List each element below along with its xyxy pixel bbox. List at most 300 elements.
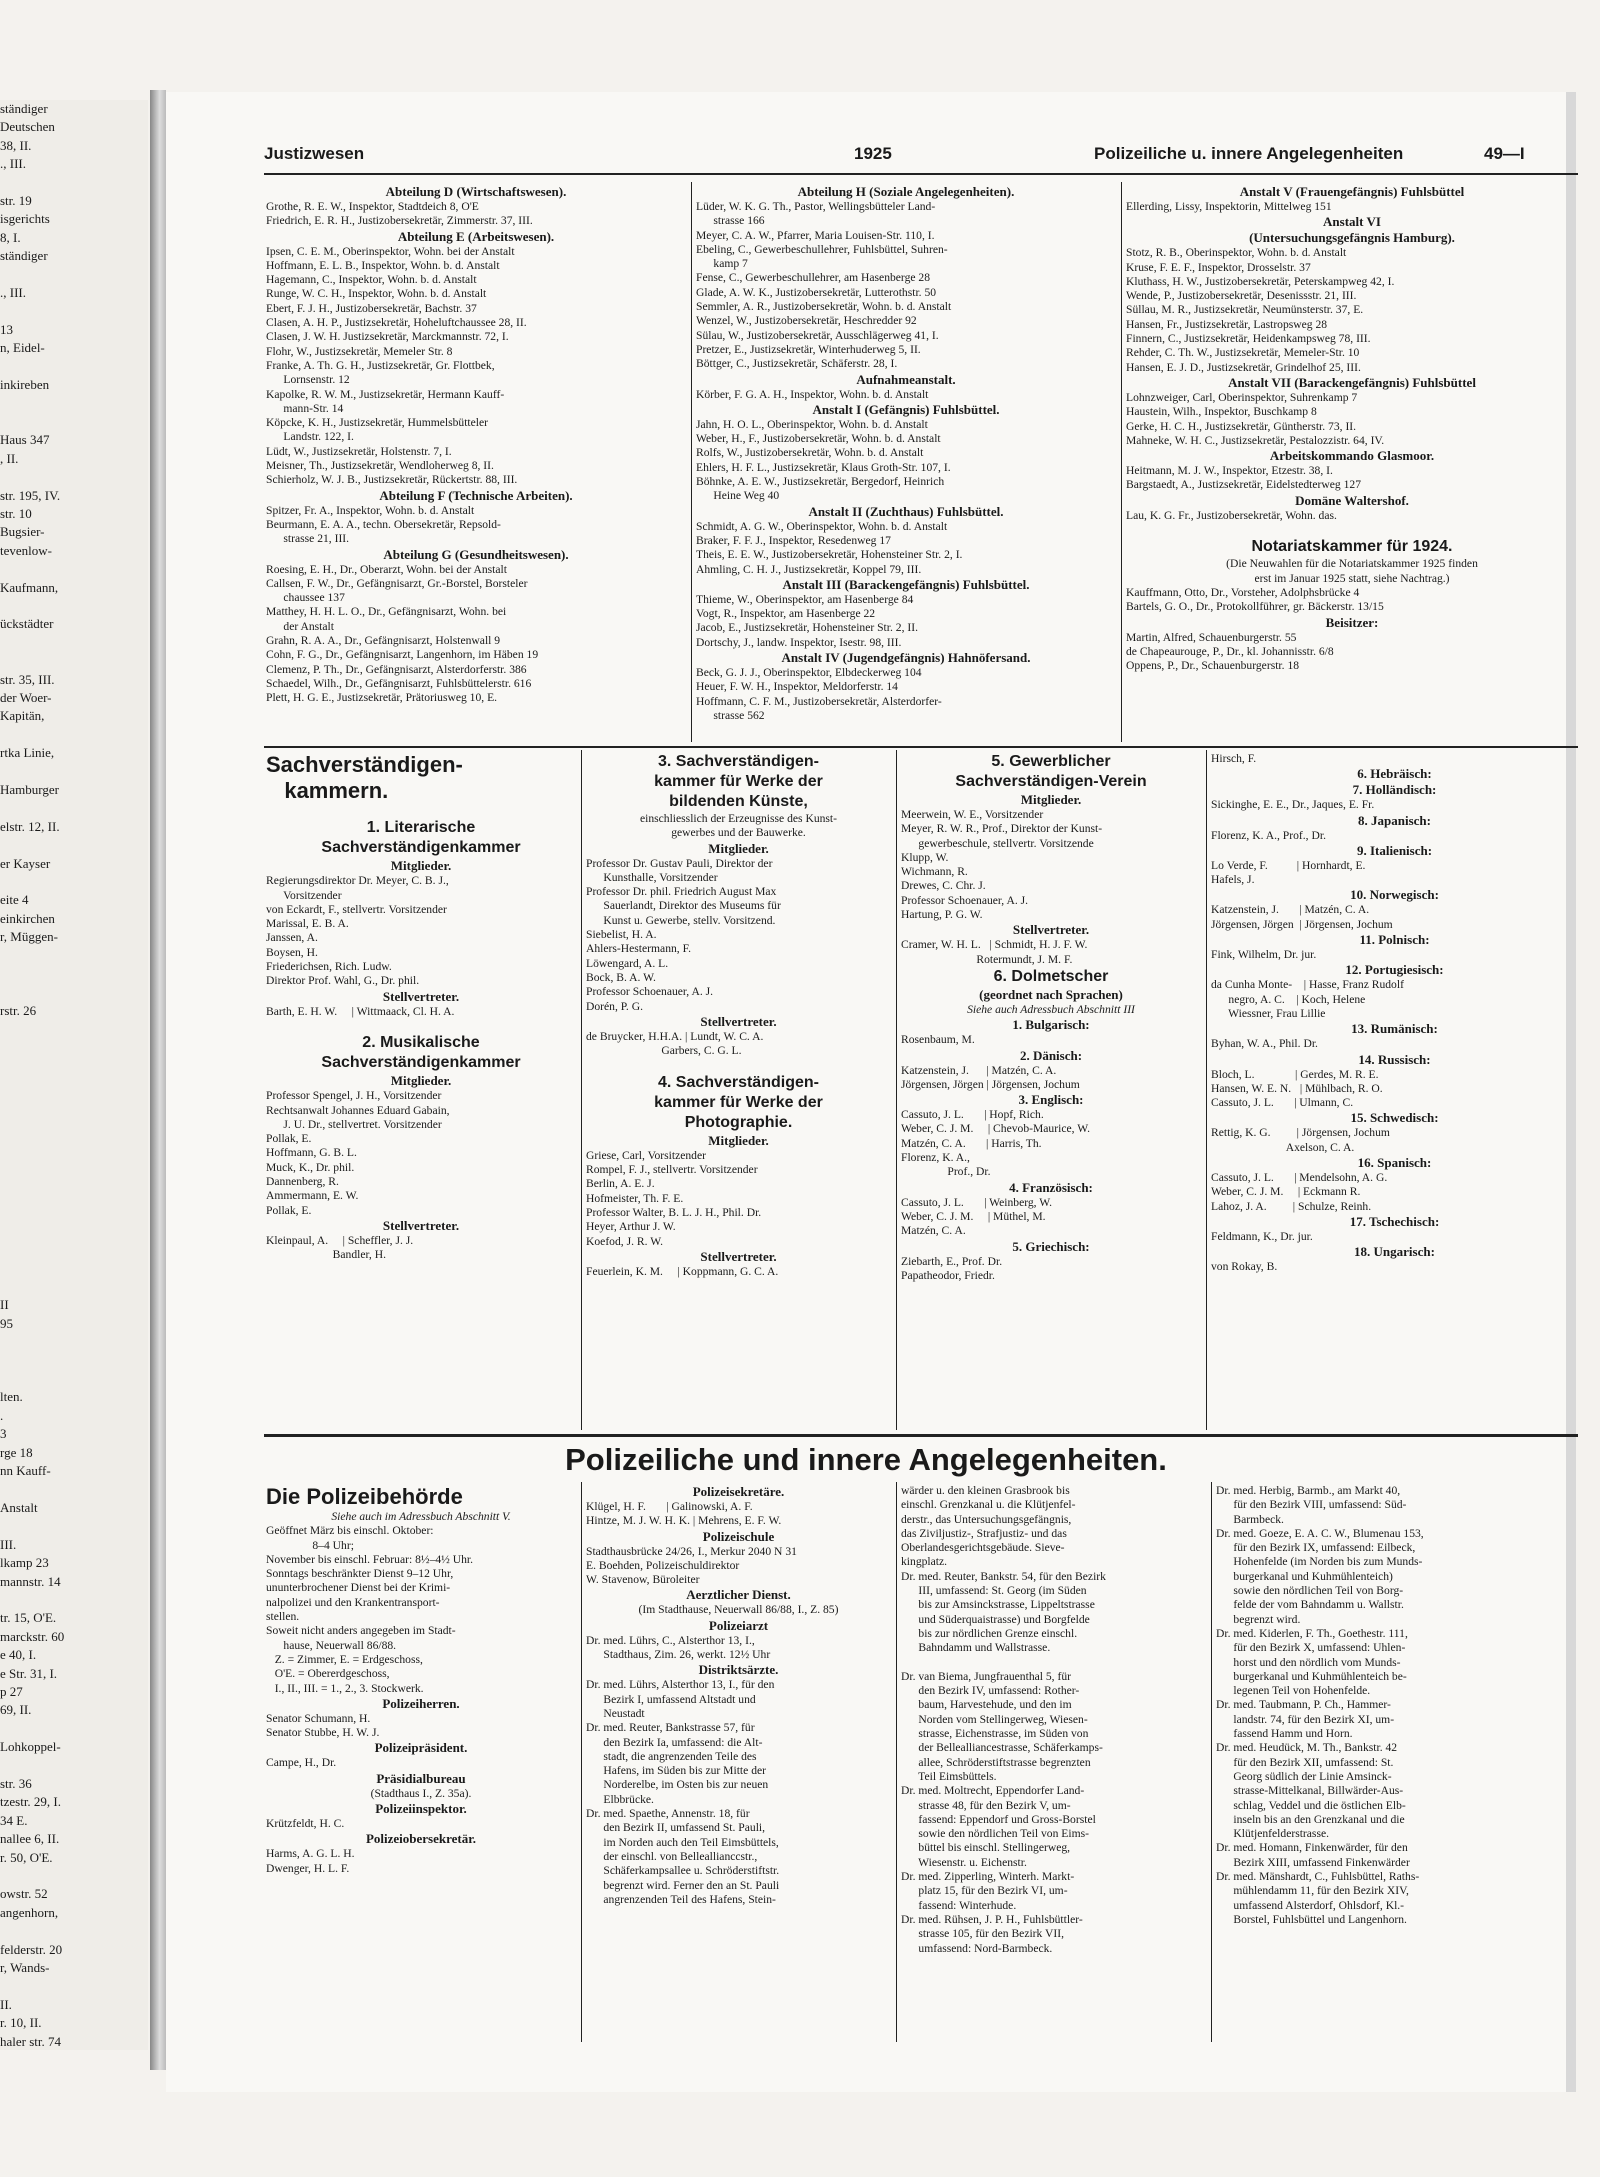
entry-line: Rolfs, W., Justizobersekretär, Wohn. b. d. Anstalt xyxy=(696,446,924,460)
entry-line: Dr. med. Herbig, Barmb., am Markt 40, xyxy=(1216,1484,1401,1497)
entry-line: Hafels, J. xyxy=(1211,873,1255,887)
entry-line: Krützfeldt, H. C. xyxy=(266,1817,345,1831)
entry-line: Dortschy, J., landw. Inspektor, Isestr. 98, III. xyxy=(696,635,902,649)
entry-line: de Chapeaurouge, P., Dr., kl. Johannisstr. 6/8 xyxy=(1126,644,1334,658)
header-page-number: 49—I xyxy=(1484,144,1525,163)
section-heading: 4. Französisch: xyxy=(1009,1179,1093,1195)
section-heading: Aerztlicher Dienst. xyxy=(686,1587,791,1603)
entry-line: de Bruycker, H.H.A. | Lundt, W. C. A. xyxy=(586,1029,764,1043)
entry-line: Klupp, W. xyxy=(901,850,949,864)
left-strip-fragment: 8, I. xyxy=(0,229,21,245)
entry-line: Schaedel, Wilh., Dr., Gefängnisarzt, Fuhlsbüttelerstr. 616 xyxy=(266,676,532,690)
running-header xyxy=(264,144,1578,170)
left-strip-fragment xyxy=(0,947,148,965)
entry-line: Dr. med. Moltrecht, Eppendorfer Land- xyxy=(901,1784,1085,1798)
entry-line: Lo Verde, F. | Hornhardt, E. xyxy=(1211,858,1366,872)
entry-line: Sülau, W., Justizobersekretär, Ausschlägerweg 41, I. xyxy=(696,328,939,342)
left-strip-fragment: rge 18 xyxy=(0,1444,33,1460)
section-heading: 18. Ungarisch: xyxy=(1354,1244,1435,1260)
entry-line: Hafens, im Süden bis zur Mitte der xyxy=(586,1764,766,1778)
entry-line: Janssen, A. xyxy=(266,931,318,945)
left-strip-fragment: isgerichts xyxy=(0,211,50,227)
entry-line: Meerwein, W. E., Vorsitzender xyxy=(901,808,1044,821)
entry-line: Rompel, F. J., stellvertr. Vorsitzender xyxy=(586,1163,758,1177)
entry-line: Sickinghe, E. E., Dr., Jaques, E. Fr. xyxy=(1211,798,1375,812)
left-strip-fragment xyxy=(0,1977,148,1995)
left-strip-fragment xyxy=(0,763,148,781)
entry-line: Vogt, R., Inspektor, am Hasenberge 22 xyxy=(696,607,876,621)
entry-line: Regierungsdirektor Dr. Meyer, C. B. J., xyxy=(266,874,449,888)
section-heading: 5. Gewerblicher xyxy=(991,753,1111,770)
entry-line: Kapolke, R. W. M., Justizsekretär, Hermann Kauff- xyxy=(266,387,505,401)
entry-line: Lüder, W. K. G. Th., Pastor, Wellingsbütteler Land- xyxy=(696,200,936,213)
left-strip-fragment xyxy=(0,1241,148,1259)
entry-line: Ehlers, H. F. L., Justizsekretär, Klaus Groth-Str. 107, I. xyxy=(696,460,951,474)
left-strip-fragment: eite 4 xyxy=(0,892,29,908)
section-heading: 5. Griechisch: xyxy=(1012,1238,1090,1254)
left-strip-fragment: rstr. 26 xyxy=(0,1002,37,1018)
left-strip-fragment: p 27 xyxy=(0,1683,23,1699)
entry-line: Norderelbe, im Osten bis zur neuen xyxy=(586,1778,769,1792)
left-strip-fragment xyxy=(0,1260,148,1278)
entry-line: Weber, C. J. M. | Müthel, M. xyxy=(901,1209,1046,1223)
section-heading: Sachverständigen-Verein xyxy=(955,773,1147,790)
entry-line: Stotz, R. B., Oberinspektor, Wohn. b. d. Anstalt xyxy=(1126,246,1347,260)
entry-line: Rosenbaum, M. xyxy=(901,1033,975,1047)
entry-line: Professor Schoenauer, A. J. xyxy=(901,893,1029,907)
entry-line: Hoffmann, C. F. M., Justizobersekretär, Alsterdorfer- xyxy=(696,694,942,708)
entry-line: Cohn, F. G., Dr., Gefängnisarzt, Langenhorn, im Häben 19 xyxy=(266,648,539,662)
entry-line: Garbers, C. G. L. xyxy=(586,1044,742,1058)
entry-line: Feuerlein, K. M. | Koppmann, G. C. A. xyxy=(586,1264,779,1278)
left-strip-fragment: nn Kauff- xyxy=(0,1463,51,1479)
section-heading: Notariatskammer für 1924. xyxy=(1251,538,1453,556)
left-strip-fragment xyxy=(0,1922,148,1940)
book-gutter xyxy=(150,90,166,2070)
section-heading: Abteilung D (Wirtschaftswesen). xyxy=(385,184,567,199)
entry-line: negro, A. C. | Koch, Helene xyxy=(1211,992,1366,1006)
entry-line: Hirsch, F. xyxy=(1211,752,1257,765)
entry-line: Köpcke, K. H., Justizsekretär, Hummelsbütteler xyxy=(266,416,489,430)
entry-line: Haustein, Wilh., Inspektor, Buschkamp 8 xyxy=(1126,405,1317,419)
entry-line: Thieme, W., Oberinspektor, am Hasenberge 84 xyxy=(696,592,914,606)
section-heading: (Untersuchungsgefängnis Hamburg). xyxy=(1249,230,1455,246)
entry-line: Mahneke, W. H. C., Justizsekretär, Pestalozzistr. 64, IV. xyxy=(1126,433,1385,447)
left-strip-fragment: er Kayser xyxy=(0,855,51,871)
left-strip-fragment xyxy=(0,836,148,854)
entry-line: Hoffmann, G. B. L. xyxy=(266,1146,357,1160)
entry-line: Bandler, H. xyxy=(266,1248,386,1262)
section-heading: Die Polizeibehörde xyxy=(266,1484,463,1509)
entry-line: Vorsitzender xyxy=(266,888,342,902)
entry-line: Dr. med. Kiderlen, F. Th., Goethestr. 111, xyxy=(1216,1626,1408,1640)
section-heading: 7. Holländisch: xyxy=(1352,782,1437,798)
entry-line: Rotermundt, J. M. F. xyxy=(901,952,1073,966)
entry-line: stellen. xyxy=(266,1610,300,1624)
entry-line: Callsen, F. W., Dr., Gefängnisarzt, Gr.-Borstel, Borsteler xyxy=(266,576,528,590)
left-strip-fragment: str. 10 xyxy=(0,505,32,521)
section-heading: Polizeiobersekretär. xyxy=(365,1831,477,1847)
section-heading: Präsidialbureau xyxy=(376,1770,466,1786)
entry-line: Beck, G. J. J., Oberinspektor, Elbdeckerweg 104 xyxy=(696,666,922,680)
entry-line: strasse 48, für den Bezirk V, um- xyxy=(901,1798,1071,1812)
column-justice-3 xyxy=(1126,184,1578,673)
entry-line: Bargstaedt, A., Justizsekretär, Eidelstedterweg 127 xyxy=(1126,478,1361,492)
entry-line: Dr. med. Taubmann, P. Ch., Hammer- xyxy=(1216,1698,1391,1712)
entry-line: Katzenstein, J. | Matzén, C. A. xyxy=(1211,903,1370,917)
header-rule xyxy=(264,173,1578,175)
entry-line: Hagemann, C., Inspektor, Wohn. b. d. Anstalt xyxy=(266,273,477,287)
column-rule xyxy=(581,750,582,1430)
section-heading: Polizeisekretäre. xyxy=(692,1484,785,1499)
column-experts-3 xyxy=(901,752,1201,1283)
entry-line: strasse, Eichenstrasse, im Süden von xyxy=(901,1727,1089,1741)
left-strip-fragment: einkirchen xyxy=(0,910,55,926)
entry-line: Lahoz, J. A. | Schulze, Reinh. xyxy=(1211,1199,1372,1213)
entry-line: Heuer, F. W. H., Inspektor, Meldorferstr. 14 xyxy=(696,680,898,694)
section-heading: Stellvertreter. xyxy=(700,1013,777,1029)
section-heading: Stellvertreter. xyxy=(1012,922,1090,938)
entry-line: umfassend Alsterdorf, Ohlsdorf, Kl.- xyxy=(1216,1898,1405,1912)
entry-line: Hoffmann, E. L. B., Inspektor, Wohn. b. d. Anstalt xyxy=(266,258,500,272)
entry-line: chaussee 137 xyxy=(266,591,345,605)
entry-line: Florenz, K. A., xyxy=(901,1151,970,1165)
entry-line: für den Bezirk IX, umfassend: Eilbeck, xyxy=(1216,1541,1416,1555)
entry-line: 8–4 Uhr; xyxy=(266,1538,354,1552)
left-strip-fragment: ., III. xyxy=(0,156,26,172)
left-strip-fragment: elstr. 12, II. xyxy=(0,818,60,834)
entry-line: Bahndamm und Wallstrasse. xyxy=(901,1641,1051,1655)
entry-line xyxy=(1126,523,1578,537)
entry-line: E. Boehden, Polizeischuldirektor xyxy=(586,1558,740,1572)
left-strip-fragment xyxy=(0,873,148,891)
left-strip-fragment xyxy=(0,1333,148,1351)
section-heading: Polizeischule xyxy=(702,1528,775,1544)
entry-line: strasse 21, III. xyxy=(266,532,350,546)
entry-line: Wiesenstr. u. Eichenstr. xyxy=(901,1855,1027,1869)
entry-line: Matzén, C. A. | Harris, Th. xyxy=(901,1136,1042,1150)
entry-line: burgerkanal und Kuhmühlenteich) xyxy=(1216,1569,1393,1583)
entry-line: Wende, P., Justizobersekretär, Desenissstr. 21, III. xyxy=(1126,289,1357,303)
left-strip-fragment: . xyxy=(0,1407,4,1423)
entry-line: legenen Teil von Hohenfelde. xyxy=(1216,1684,1371,1698)
entry-line: Feldmann, K., Dr. jur. xyxy=(1211,1229,1313,1243)
entry-line: Professor Walter, B. L. J. H., Phil. Dr. xyxy=(586,1205,762,1219)
entry-line: Böhnke, A. E. W., Justizsekretär, Bergedorf, Heinrich xyxy=(696,475,945,489)
entry-line: Theis, E. E. W., Justizobersekretär, Hohensteiner Str. 2, I. xyxy=(696,548,963,562)
entry-line: Muck, K., Dr. phil. xyxy=(266,1160,355,1174)
left-strip-fragment xyxy=(0,1352,148,1370)
entry-line: gewerbeschule, stellvertr. Vorsitzende xyxy=(901,836,1094,850)
section-heading: Stellvertreter. xyxy=(382,988,460,1004)
entry-line: Kunsthalle, Vorsitzender xyxy=(586,870,718,884)
left-strip-fragment xyxy=(0,1480,148,1498)
column-justice-2 xyxy=(696,184,1116,723)
section-heading: Mitglieder. xyxy=(708,1132,769,1148)
section-heading: 11. Polnisch: xyxy=(1359,932,1430,948)
left-strip-fragment: n, Eidel- xyxy=(0,340,45,356)
section-heading: Mitglieder. xyxy=(708,840,769,856)
entry-line: Pollak, E. xyxy=(266,1132,312,1146)
left-strip-fragment: r. 10, II. xyxy=(0,2015,42,2031)
entry-line: Kauffmann, Otto, Dr., Vorsteher, Adolphsbrücke 4 xyxy=(1126,585,1360,599)
entry-line: Kleinpaul, A. | Scheffler, J. J. xyxy=(266,1233,414,1247)
left-strip-fragment: II. xyxy=(0,1996,12,2012)
entry-line: Siehe auch im Adressbuch Abschnitt V. xyxy=(331,1510,511,1523)
left-strip-fragment: tr. 15, O'E. xyxy=(0,1610,57,1626)
section-heading: 6. Hebräisch: xyxy=(1357,766,1432,782)
entry-line: Spitzer, Fr. A., Inspektor, Wohn. b. d. Anstalt xyxy=(266,503,475,517)
column-rule xyxy=(691,182,692,742)
entry-line: kamp 7 xyxy=(696,257,748,271)
left-strip-fragment: angenhorn, xyxy=(0,1904,59,1920)
left-page-strip xyxy=(0,100,148,2050)
section-heading: kammern. xyxy=(266,778,389,803)
left-strip-fragment xyxy=(0,1057,148,1075)
entry-line: hause, Neuerwall 86/88. xyxy=(266,1638,397,1652)
entry-line: mann-Str. 14 xyxy=(266,401,344,415)
entry-line: O'E. = Obererdgeschoss, xyxy=(266,1667,390,1681)
left-strip-fragment: r, Müggen- xyxy=(0,929,58,945)
left-strip-fragment xyxy=(0,652,148,670)
entry-line: bis zur Amsinckstrasse, Lippeltstrasse xyxy=(901,1598,1095,1612)
entry-line: strasse-Mittelkanal, Billwärder-Aus- xyxy=(1216,1784,1404,1798)
left-strip-fragment: Haus 347 xyxy=(0,432,50,448)
left-strip-fragment xyxy=(0,266,148,284)
section-heading: bildenden Künste, xyxy=(669,793,808,810)
left-strip-fragment xyxy=(0,634,148,652)
entry-line: Meyer, R. W. R., Prof., Direktor der Kunst- xyxy=(901,822,1103,836)
entry-line: Florenz, K. A., Prof., Dr. xyxy=(1211,828,1326,842)
entry-line: landstr. 74, für den Bezirk XI, um- xyxy=(1216,1712,1395,1726)
left-strip-fragment xyxy=(0,1204,148,1222)
entry-line xyxy=(266,1019,576,1033)
left-strip-fragment: marckstr. 60 xyxy=(0,1628,65,1644)
left-strip-fragment: 69, II. xyxy=(0,1702,32,1718)
entry-line: den Bezirk IV, umfassend: Rother- xyxy=(901,1684,1080,1698)
entry-line: W. Stavenow, Büroleiter xyxy=(586,1573,700,1587)
section-heading: 6. Dolmetscher xyxy=(993,967,1109,985)
left-strip-fragment: 95 xyxy=(0,1315,13,1331)
entry-line: begrenzt wird. Ferner den an St. Pauli xyxy=(586,1878,780,1892)
left-strip-fragment: inkireben xyxy=(0,377,50,393)
entry-line: Matthey, H. H. L. O., Dr., Gefängnisarzt, Wohn. bei xyxy=(266,605,507,619)
section-heading: Polizeipräsident. xyxy=(374,1740,468,1756)
left-strip-fragment: haler str. 74 xyxy=(0,2033,62,2049)
entry-line: Geöffnet März bis einschl. Oktober: xyxy=(266,1524,434,1538)
entry-line: Hansen, Fr., Justizsekretär, Lastropsweg 28 xyxy=(1126,317,1328,331)
left-strip-fragment: r. 50, O'E. xyxy=(0,1849,53,1865)
entry-line: Finnern, C., Justizsekretär, Heidenkampsweg 78, III. xyxy=(1126,332,1371,346)
section-heading: Sachverständigenkammer xyxy=(321,839,521,857)
entry-line: da Cunha Monte- | Hasse, Franz Rudolf xyxy=(1211,978,1404,992)
left-strip-fragment: ückstädter xyxy=(0,616,54,632)
entry-line: inseln bis an den Grenzkanal und die xyxy=(1216,1812,1405,1826)
left-strip-fragment: , II. xyxy=(0,450,19,466)
entry-line: der Anstalt xyxy=(266,619,334,633)
entry-line: mühlendamm 11, für den Bezirk XIV, xyxy=(1216,1884,1409,1898)
entry-line: Dr. med. Reuter, Bankstr. 54, für den Bezirk xyxy=(901,1569,1106,1583)
entry-line: horst und den nördlich vom Munds- xyxy=(1216,1655,1401,1669)
section-heading: 13. Rumänisch: xyxy=(1351,1021,1438,1037)
section-heading: Mitglieder. xyxy=(390,1073,452,1089)
entry-line: Meyer, C. A. W., Pfarrer, Maria Louisen-Str. 110, I. xyxy=(696,228,935,242)
entry-line: Oberlandesgerichtsgebäude. Sieve- xyxy=(901,1541,1065,1555)
section-heading: Anstalt V (Frauengefängnis) Fuhlsbüttel xyxy=(1239,184,1465,199)
entry-line: Siebelist, H. A. xyxy=(586,928,657,942)
left-strip-fragment: str. 19 xyxy=(0,193,32,209)
left-strip-fragment xyxy=(0,1757,148,1775)
entry-line: ununterbrochener Dienst bei der Krimi- xyxy=(266,1581,451,1595)
entry-line: felde der vom Bahndamm u. Wallstr. xyxy=(1216,1598,1404,1612)
entry-line: Hofmeister, Th. F. E. xyxy=(586,1191,684,1205)
entry-line: Schäferkampsallee u. Schröderstiftstr. xyxy=(586,1864,780,1878)
entry-line: November bis einschl. Februar: 8½–4½ Uhr. xyxy=(266,1552,474,1566)
left-strip-fragment xyxy=(0,468,148,486)
left-strip-fragment xyxy=(0,1186,148,1204)
entry-line: Stadthausbrücke 24/26, I., Merkur 2040 N 31 xyxy=(586,1544,797,1558)
section-heading: kammer für Werke der xyxy=(654,773,823,790)
entry-line: Ziebarth, E., Prof. Dr. xyxy=(901,1254,1003,1268)
left-strip-fragment: Hamburger xyxy=(0,782,59,798)
entry-line: Braker, F. F. J., Inspektor, Resedenweg 17 xyxy=(696,533,891,547)
entry-line xyxy=(901,1656,1206,1670)
entry-line: Matzén, C. A. xyxy=(901,1224,966,1238)
entry-line: Koefod, J. R. W. xyxy=(586,1234,663,1248)
entry-line: fassend: Eppendorf und Gross-Borstel xyxy=(901,1812,1096,1826)
entry-line: für den Bezirk VIII, umfassend: Süd- xyxy=(1216,1498,1407,1512)
entry-line: Fense, C., Gewerbeschullehrer, am Hasenberge 28 xyxy=(696,271,931,285)
entry-line: Dr. med. Mänshardt, C., Fuhlsbüttel, Raths- xyxy=(1216,1870,1420,1884)
entry-line: Dr. van Biema, Jungfrauenthal 5, für xyxy=(901,1669,1071,1683)
left-strip-fragment: felderstr. 20 xyxy=(0,1941,63,1957)
left-strip-fragment: str. 36 xyxy=(0,1775,32,1791)
left-strip-fragment xyxy=(0,799,148,817)
column-rule xyxy=(1206,750,1207,1430)
entry-line: Roesing, E. H., Dr., Oberarzt, Wohn. bei der Anstalt xyxy=(266,562,507,576)
left-strip-fragment xyxy=(0,174,148,192)
entry-line: nalpolizei und den Krankentransport- xyxy=(266,1595,440,1609)
section-heading: 3. Englisch: xyxy=(1018,1092,1084,1108)
entry-line: (Die Neuwahlen für die Notariatskammer 1925 finden xyxy=(1226,557,1478,571)
left-strip-fragment xyxy=(0,1168,148,1186)
entry-line: Gerke, H. C. H., Justizsekretär, Güntherstr. 73, II. xyxy=(1126,419,1357,433)
entry-line: Meisner, Th., Justizsekretär, Wendloherweg 8, II. xyxy=(266,459,494,473)
left-strip-fragment: 3 xyxy=(0,1426,7,1442)
entry-line: (Stadthaus I., Z. 35a). xyxy=(370,1786,472,1800)
section-heading: Polizeiarzt xyxy=(708,1617,769,1633)
entry-line: schlag, Veddel und die östlichen Elb- xyxy=(1216,1798,1406,1812)
entry-line: Prof., Dr. xyxy=(901,1165,991,1179)
entry-line: Direktor Prof. Wahl, G., Dr. phil. xyxy=(266,974,420,988)
section-heading: 10. Norwegisch: xyxy=(1350,887,1439,903)
left-strip-fragment: e Str. 31, I. xyxy=(0,1665,58,1681)
left-strip-fragment xyxy=(0,1370,148,1388)
left-strip-fragment: Kaufmann, xyxy=(0,579,59,595)
entry-line: Dannenberg, R. xyxy=(266,1175,339,1189)
entry-line: Dr. med. Reuter, Bankstrasse 57, für xyxy=(586,1721,755,1735)
entry-line: Schmidt, A. G. W., Oberinspektor, Wohn. b. d. Anstalt xyxy=(696,519,948,533)
section-heading: Sachverständigenkammer xyxy=(321,1054,521,1072)
entry-line: I., II., III. = 1., 2., 3. Stockwerk. xyxy=(266,1681,424,1695)
entry-line: Runge, W. C. H., Inspektor, Wohn. b. d. Anstalt xyxy=(266,287,487,301)
column-police-3 xyxy=(901,1484,1206,1956)
entry-line: Löwengard, A. L. xyxy=(586,956,669,970)
entry-line: Stadthaus, Zim. 26, werkt. 12½ Uhr xyxy=(586,1648,771,1662)
section-heading: 2. Dänisch: xyxy=(1019,1047,1083,1063)
entry-line: Bloch, L. | Gerdes, M. R. E. xyxy=(1211,1067,1379,1081)
section-heading: Distriktsärzte. xyxy=(698,1662,779,1678)
section-heading: Polizeiherren. xyxy=(382,1695,460,1711)
entry-line: einschliesslich der Erzeugnisse des Kunst- xyxy=(639,812,838,825)
entry-line: strasse 105, für den Bezirk VII, xyxy=(901,1927,1065,1941)
section-heading: 1. Bulgarisch: xyxy=(1012,1017,1090,1033)
left-strip-fragment xyxy=(0,1720,148,1738)
entry-line: umfassend: Nord-Barmbeck. xyxy=(901,1941,1053,1955)
left-strip-fragment: Lohkoppel- xyxy=(0,1739,61,1755)
entry-line: platz 15, für den Bezirk VI, um- xyxy=(901,1884,1068,1898)
entry-line: Kluthass, H. W., Justizobersekretär, Peterskampweg 42, I. xyxy=(1126,274,1395,288)
entry-line: Griese, Carl, Vorsitzender xyxy=(586,1148,706,1162)
entry-line: Jörgensen, Jörgen | Jörgensen, Jochum xyxy=(1211,917,1393,931)
left-strip-fragment: ständiger xyxy=(0,248,48,264)
section-heading: 17. Tschechisch: xyxy=(1349,1213,1440,1229)
entry-line: und Süderquaistrasse) und Borgfelde xyxy=(901,1612,1090,1626)
entry-line: Weber, C. J. M. | Eckmann R. xyxy=(1211,1185,1361,1199)
entry-line: Kruse, F. E. F., Inspektor, Drosselstr. 37 xyxy=(1126,260,1311,274)
entry-line: wärder u. den kleinen Grasbrook bis xyxy=(901,1484,1070,1497)
entry-line: Heitmann, M. J. W., Inspektor, Etzestr. 38, I. xyxy=(1126,464,1333,478)
entry-line: angrenzenden Teil des Hafens, Stein- xyxy=(586,1892,776,1906)
entry-line: Lohnzweiger, Carl, Oberinspektor, Suhrenkamp 7 xyxy=(1126,390,1358,404)
entry-line: Rechtsanwalt Johannes Eduard Gabain, xyxy=(266,1103,450,1117)
entry-line: Schierholz, W. J. B., Justizsekretär, Rückertstr. 88, III. xyxy=(266,473,518,487)
left-strip-fragment xyxy=(0,1223,148,1241)
section-heading: Anstalt I (Gefängnis) Fuhlsbüttel. xyxy=(812,401,1000,417)
left-strip-fragment xyxy=(0,1094,148,1112)
entry-line: Kunst u. Gewerbe, stellv. Vorsitzend. xyxy=(586,913,776,927)
entry-line: den Bezirk II, umfassend St. Pauli, xyxy=(586,1821,766,1835)
section-heading: Polizeiinspektor. xyxy=(375,1801,467,1817)
left-strip-fragment xyxy=(0,1149,148,1167)
entry-line: Ahlers-Hestermann, F. xyxy=(586,942,691,956)
entry-line: der Bellealliancestrasse, Schäferkamps- xyxy=(901,1741,1103,1755)
entry-line: Dr. med. Rühsen, J. P. H., Fuhlsbüttler- xyxy=(901,1912,1083,1926)
section-heading: Stellvertreter. xyxy=(700,1248,777,1264)
entry-line: Lüdt, W., Justizsekretär, Holstenstr. 7, I. xyxy=(266,444,452,458)
column-rule xyxy=(896,1482,897,2042)
entry-line: Norden vom Stellingerweg, Wiesen- xyxy=(901,1712,1088,1726)
entry-line: Dorén, P. G. xyxy=(586,999,644,1013)
section-heading: 1. Literarische xyxy=(366,819,476,837)
entry-line: für den Bezirk XII, umfassend: St. xyxy=(1216,1755,1394,1769)
section-heading: Anstalt VII (Barackengefängnis) Fuhlsbüttel xyxy=(1228,374,1476,390)
entry-line: Ellerding, Lissy, Inspektorin, Mittelweg 151 xyxy=(1126,200,1332,213)
entry-line: derstr., das Untersuchungsgefängnis, xyxy=(901,1512,1072,1526)
entry-line: bis zur nördlichen Grenze einschl. xyxy=(901,1626,1078,1640)
entry-line: Ebert, F. J. H., Justizobersekretär, Bachstr. 37 xyxy=(266,301,477,315)
section-heading: 2. Musikalische xyxy=(362,1034,480,1052)
left-strip-fragment xyxy=(0,1591,148,1609)
entry-line: Grothe, R. E. W., Inspektor, Stadtdeich 8, O'E xyxy=(266,200,479,213)
column-justice-1 xyxy=(266,184,686,706)
entry-line: Marissal, E. B. A. xyxy=(266,917,349,931)
left-strip-fragment: Kapitän, xyxy=(0,708,45,724)
entry-line: allee, Schröderstiftstrasse begrenzten xyxy=(901,1755,1091,1769)
entry-line: für den Bezirk X, umfassend: Uhlen- xyxy=(1216,1641,1406,1655)
entry-line: Beurmann, E. A. A., techn. Obersekretär, Repsold- xyxy=(266,517,501,531)
entry-line: von Eckardt, F., stellvertr. Vorsitzender xyxy=(266,902,447,916)
